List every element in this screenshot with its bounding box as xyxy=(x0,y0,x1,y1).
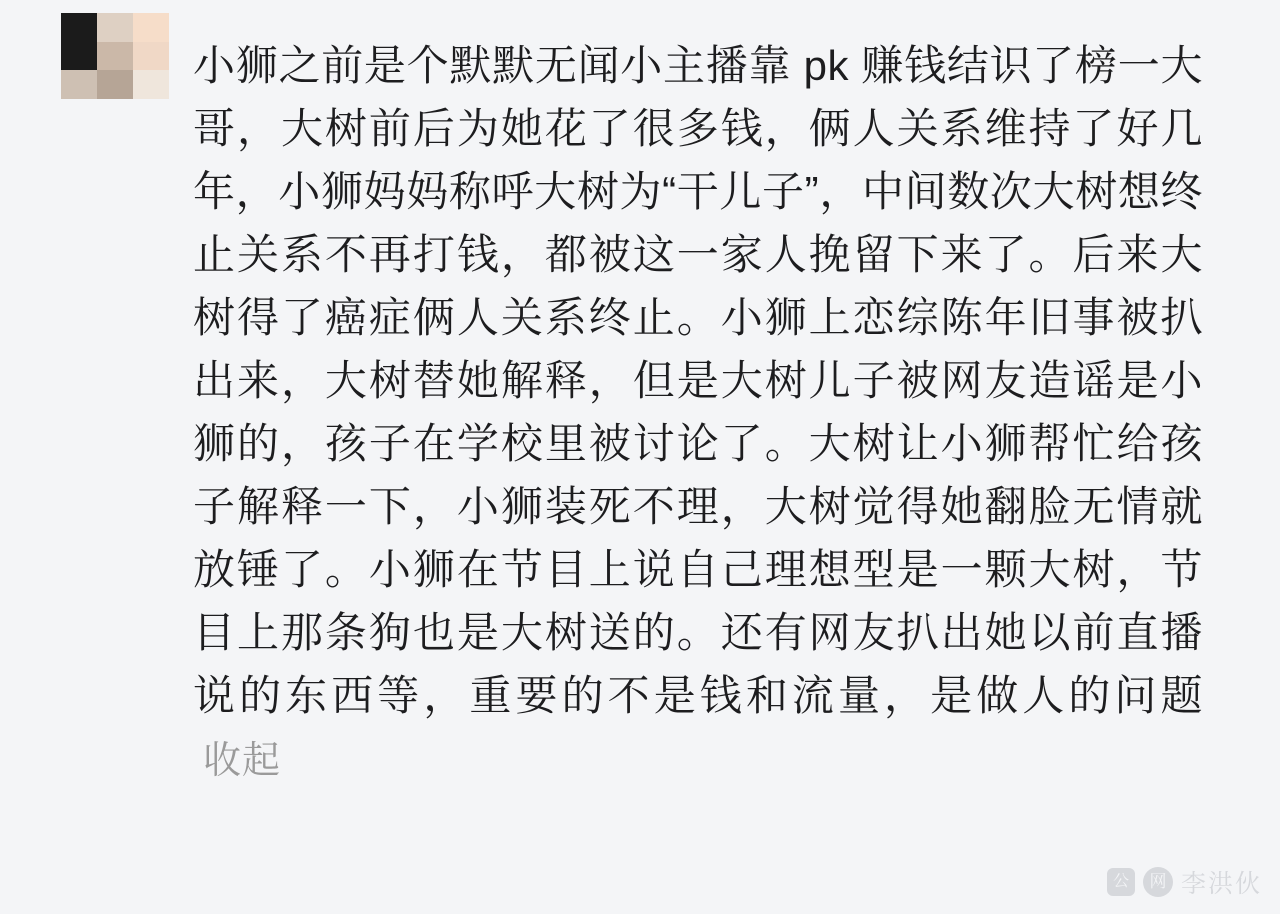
post-body-text: 小狮之前是个默默无闻小主播靠 pk 赚钱结识了榜一大哥，大树前后为她花了很多钱，俩人关系维持了好几年，小狮妈妈称呼大树为“干儿子”，中间数次大树想终止关系不再打钱，都被这一家人挽留下来了。后来大树得了癌症俩人关系终止。小狮上恋综陈年旧事被扒出来，大树替她解释，但是大树儿子被网友造谣是小狮的，孩子在学校里被讨论了。大树让小狮帮忙给孩子解释一下，小狮装死不理，大树觉得她翻脸无情就放锤了。小狮在节目上说自己理想型是一颗大树，节目上那条狗也是大树送的。还有网友扒出她以前直播说的东西等，重要的不是钱和流量，是做人的问题 xyxy=(193,42,1203,719)
post-content xyxy=(193,34,1203,793)
watermark-text: 李洪伙 xyxy=(1180,870,1262,898)
avatar-tile xyxy=(61,13,97,42)
watermark xyxy=(1107,864,1262,900)
avatar-tile xyxy=(97,70,133,99)
avatar-tile xyxy=(97,13,133,42)
watermark-badge-icon: 公 xyxy=(1107,868,1135,896)
avatar-tile xyxy=(61,70,97,99)
avatar[interactable] xyxy=(61,13,169,99)
avatar-tile xyxy=(133,13,169,42)
post-body xyxy=(193,34,1203,793)
watermark-circle-icon: 网 xyxy=(1143,867,1173,897)
avatar-tile xyxy=(61,42,97,71)
avatar-tile xyxy=(133,42,169,71)
avatar-tile xyxy=(133,70,169,99)
collapse-link[interactable]: 收起 xyxy=(203,740,282,782)
avatar-tile xyxy=(97,42,133,71)
